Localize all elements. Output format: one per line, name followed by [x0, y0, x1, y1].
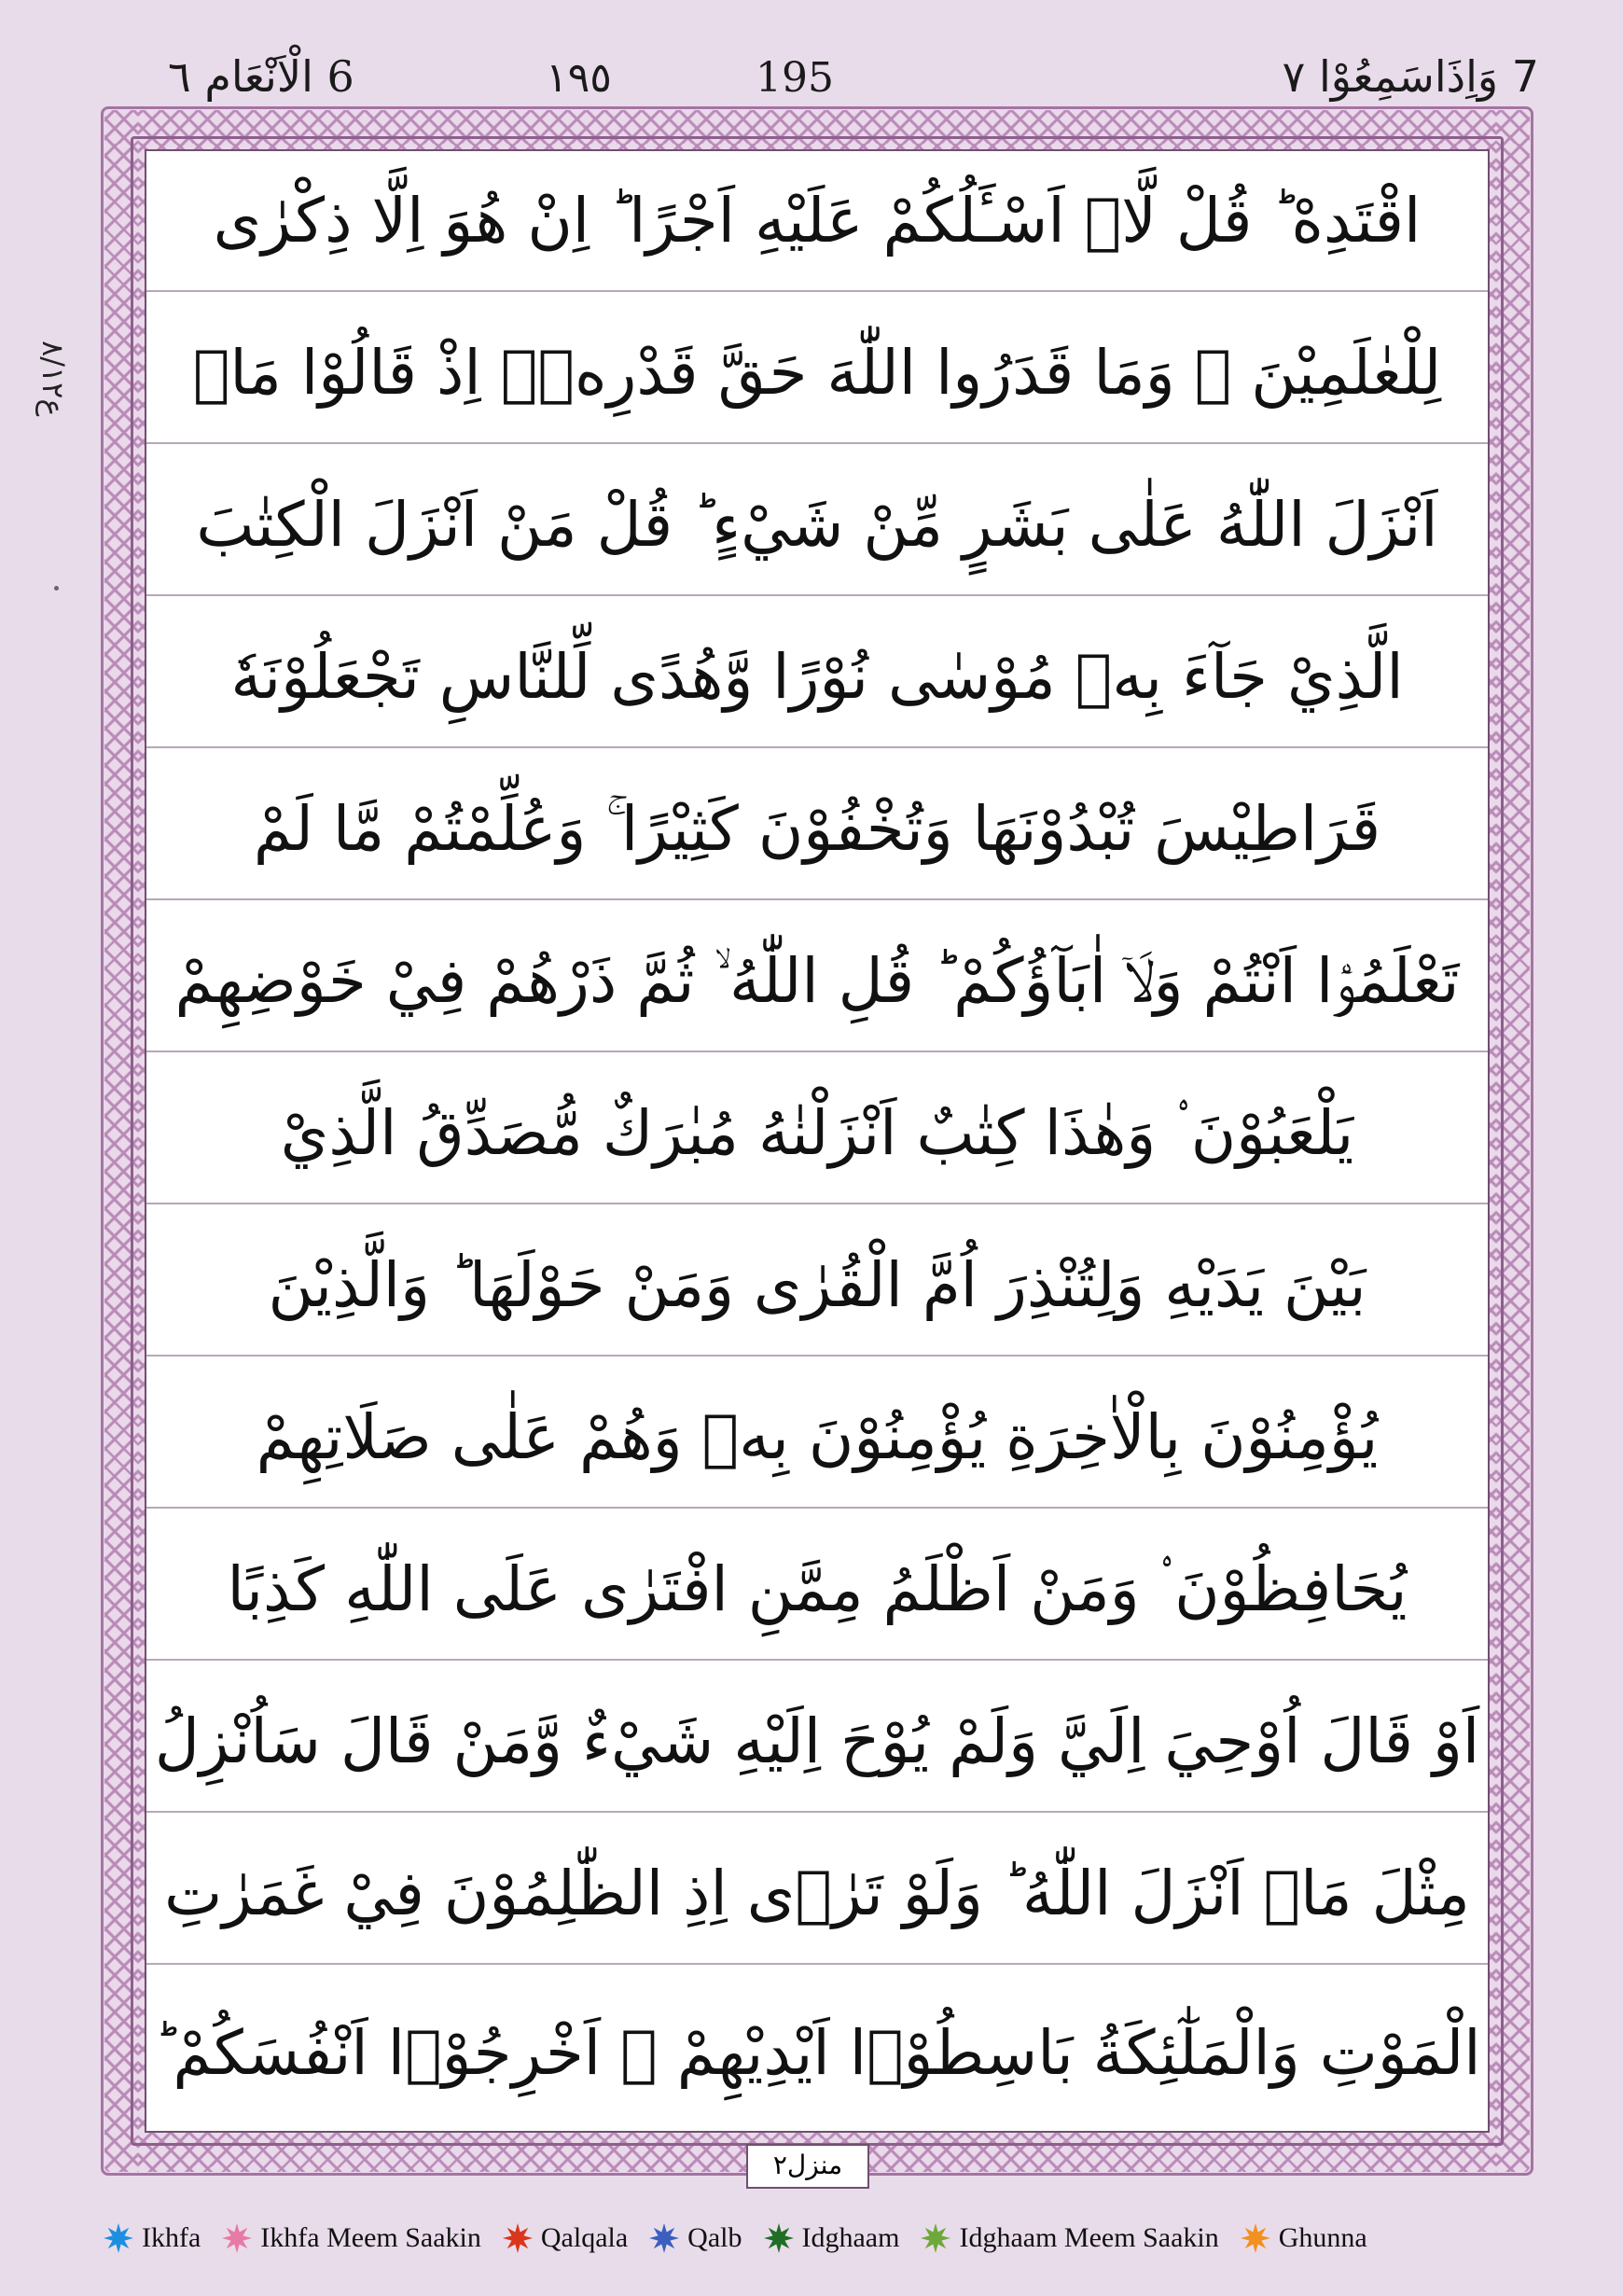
juz-number-arabic: ٧: [1282, 51, 1306, 102]
legend-label: Ghunna: [1278, 2222, 1367, 2253]
legend-item-qalqala: [502, 2222, 628, 2254]
star-shape: [921, 2223, 950, 2253]
star-icon: [648, 2222, 680, 2254]
legend-item-ghunna: [1240, 2222, 1367, 2254]
sura-name: الْاَنْعَام: [204, 51, 313, 102]
legend-label: Ikhfa Meem Saakin: [260, 2222, 481, 2253]
juz-header: [1283, 51, 1539, 102]
margin-dot: [54, 586, 59, 591]
legend-label: Qalqala: [540, 2222, 629, 2253]
text-line-4: الَّذِيْ جَآءَ بِهٖ مُوْسٰى نُوْرًا وَّهُدًى لِّلنَّاسِ تَجْعَلُوْنَهٗ: [146, 607, 1488, 748]
page-number: 195: [756, 54, 834, 102]
star-shape: [222, 2223, 252, 2253]
juz-name: وَاِذَاسَمِعُوْا: [1318, 51, 1499, 102]
text-line-7: يَلْعَبُوْنَ ۟ وَهٰذَا كِتٰبٌ اَنْزَلْنٰهُ مُبٰرَكٌ مُّصَدِّقُ الَّذِيْ: [146, 1064, 1488, 1204]
quran-text-panel: [145, 149, 1490, 2133]
legend-item-ikhfa: [103, 2222, 201, 2254]
sura-number-arabic: ٦: [168, 51, 191, 102]
star-icon: [763, 2222, 795, 2254]
text-line-6: تَعْلَمُوْۤا اَنْتُمْ وَلَاۤ اٰبَآؤُكُمْ ؕ قُلِ اللّٰهُ ۙ ثُمَّ ذَرْهُمْ فِيْ خَوْضِهِمْ: [146, 911, 1488, 1052]
star-shape: [764, 2223, 794, 2253]
legend-item-qalb: [648, 2222, 742, 2254]
star-icon: [502, 2222, 534, 2254]
star-shape: [503, 2223, 533, 2253]
text-line-12: مِثْلَ مَاۤ اَنْزَلَ اللّٰهُ ؕ وَلَوْ تَرٰۤى اِذِ الظّٰلِمُوْنَ فِيْ غَمَرٰتِ: [146, 1824, 1488, 1965]
text-line-10: يُحَافِظُوْنَ ۟ وَمَنْ اَظْلَمُ مِمَّنِ افْتَرٰى عَلَى اللّٰهِ كَذِبًا: [146, 1520, 1488, 1661]
text-line-2: لِلْعٰلَمِيْنَ ۟ وَمَا قَدَرُوا اللّٰهَ حَقَّ قَدْرِهٖۤ اِذْ قَالُوْا مَاۤ: [146, 303, 1488, 444]
page-number-arabic: ١٩٥: [546, 54, 612, 102]
text-line-1: اقْتَدِهْ ؕ قُلْ لَّاۤ اَسْـَٔلُكُمْ عَلَيْهِ اَجْرًا ؕ اِنْ هُوَ اِلَّا ذِكْرٰى: [146, 151, 1488, 292]
legend-label: Idghaam Meem Saakin: [959, 2222, 1219, 2253]
star-icon: [920, 2222, 951, 2254]
tajweed-legend: [103, 2216, 1558, 2261]
sura-header: [168, 51, 354, 102]
juz-number: 7: [1511, 51, 1539, 102]
legend-label: Idghaam: [801, 2222, 900, 2253]
text-line-8: بَيْنَ يَدَيْهِ وَلِتُنْذِرَ اُمَّ الْقُرٰى وَمَنْ حَوْلَهَا ؕ وَالَّذِيْنَ: [146, 1216, 1488, 1357]
star-shape: [1241, 2223, 1270, 2253]
legend-item-ikhfa-meem-saakin: [221, 2222, 481, 2254]
star-shape: [649, 2223, 679, 2253]
text-line-5: قَرَاطِيْسَ تُبْدُوْنَهَا وَتُخْفُوْنَ كَثِيْرًا ۚ وَعُلِّمْتُمْ مَّا لَمْ: [146, 759, 1488, 900]
legend-item-idghaam: [763, 2222, 900, 2254]
legend-item-idghaam-meem-saakin: [920, 2222, 1218, 2254]
text-line-13: الْمَوْتِ وَالْمَلٰٓئِكَةُ بَاسِطُوْۤا اَيْدِيْهِمْ ۚ اَخْرِجُوْۤا اَنْفُسَكُمْ ؕ: [153, 2017, 1481, 2089]
star-shape: [104, 2223, 133, 2253]
text-line-3: اَنْزَلَ اللّٰهُ عَلٰى بَشَرٍ مِّنْ شَيْءٍ ؕ قُلْ مَنْ اَنْزَلَ الْكِتٰبَ: [146, 455, 1488, 596]
star-icon: [221, 2222, 253, 2254]
text-line-11: اَوْ قَالَ اُوْحِيَ اِلَيَّ وَلَمْ يُوْحَ اِلَيْهِ شَيْءٌ وَّمَنْ قَالَ سَاُنْزِلُ: [146, 1672, 1488, 1813]
manzil-label: منزل٢: [746, 2144, 869, 2189]
text-line-9: يُؤْمِنُوْنَ بِالْاٰخِرَةِ يُؤْمِنُوْنَ بِهٖ وَهُمْ عَلٰى صَلَاتِهِمْ: [146, 1368, 1488, 1509]
star-icon: [1240, 2222, 1271, 2254]
page-header: [140, 28, 1539, 107]
star-icon: [103, 2222, 134, 2254]
legend-label: Qalb: [687, 2222, 742, 2253]
sura-number: 6: [326, 51, 354, 102]
ruku-marker: ع٨/١٢: [35, 341, 71, 417]
legend-label: Ikhfa: [142, 2222, 201, 2253]
